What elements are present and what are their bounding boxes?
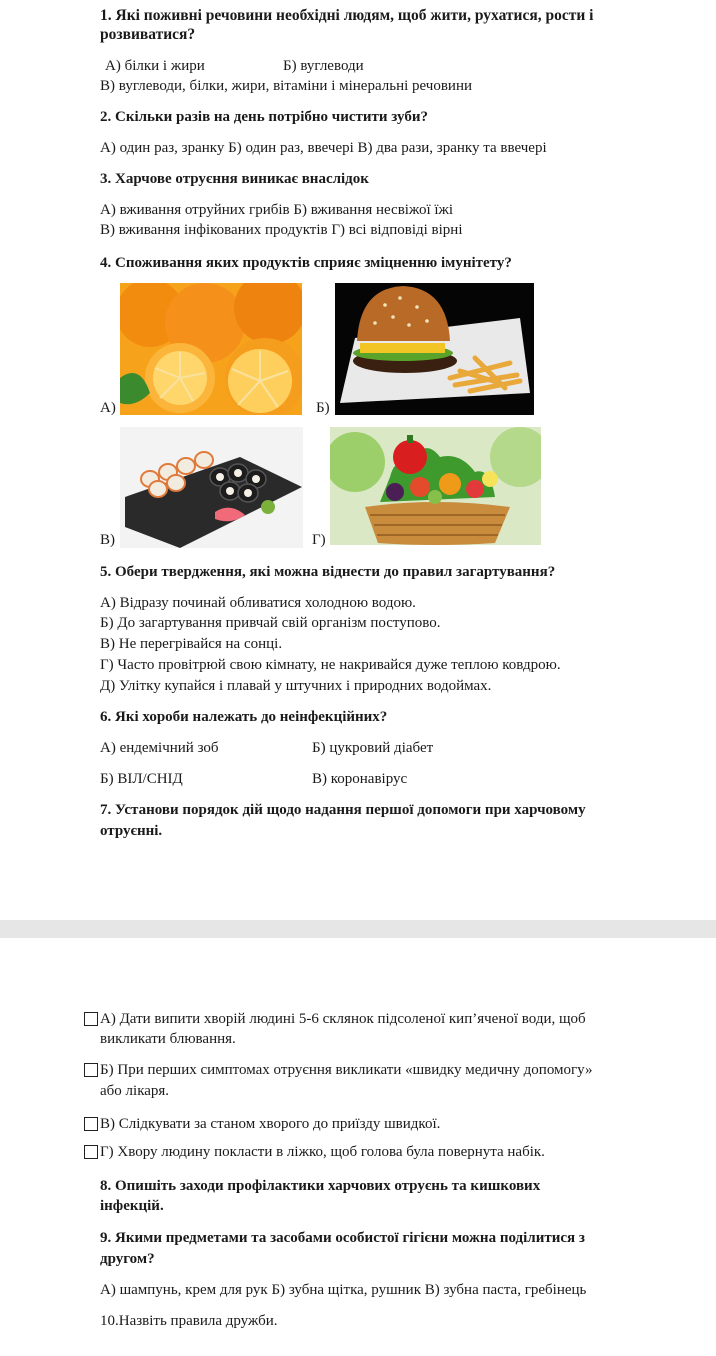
empty-checkbox-icon[interactable] [84, 1145, 98, 1159]
q7-step-line1: А) Дати випити хворій людині 5-6 склянок підсоленої кип’яченої води, щоб [100, 1011, 586, 1027]
vegetable-basket-photo-icon [330, 427, 541, 545]
page-separator [0, 920, 716, 938]
q9-title-line1: 9. Якими предметами та засобами особистої гігієни можна поділитися з [100, 1230, 585, 1246]
sushi-image [120, 427, 303, 548]
oranges-photo-icon [120, 283, 302, 415]
q1-option-c: В) вуглеводи, білки, жири, вітаміни і мінеральні речовини [100, 78, 473, 94]
q8-title-line2: інфекцій. [100, 1198, 164, 1214]
q2-title: 2. Скільки разів на день потрібно чистити зуби? [100, 109, 428, 125]
q1-title-line2: розвиватися? [100, 26, 196, 43]
q6-option-d: В) коронавірус [312, 771, 408, 787]
q1-title-line1: 1. Які поживні речовини необхідні людям, щоб жити, рухатися, рости і [100, 7, 594, 24]
empty-checkbox-icon[interactable] [84, 1117, 98, 1131]
oranges-image [120, 283, 302, 415]
q6-option-a: А) ендемічний зоб [100, 740, 219, 756]
vegetables-image [330, 427, 541, 545]
q3-title: 3. Харчове отруєння виникає внаслідок [100, 171, 369, 187]
burger-fries-photo-icon [335, 283, 534, 415]
empty-checkbox-icon[interactable] [84, 1012, 98, 1026]
q4-label-a: А) [100, 400, 116, 416]
q6-option-b: Б) цукровий діабет [312, 740, 434, 756]
q7-step-line2: викликати блювання. [100, 1031, 236, 1047]
q5-item: Г) Часто провітрюй свою кімнату, не накривайся дуже теплою ковдрою. [100, 657, 561, 673]
empty-checkbox-icon[interactable] [84, 1063, 98, 1077]
q5-title: 5. Обери твердження, які можна віднести до правил загартування? [100, 564, 556, 580]
q2-options: А) один раз, зранку Б) один раз, ввечері В) два рази, зранку та ввечері [100, 140, 547, 156]
q8-title-line1: 8. Опишіть заходи профілактики харчових отруєнь та кишкових [100, 1178, 541, 1194]
q1-option-b: Б) вуглеводи [283, 58, 364, 74]
q5-item: А) Відразу починай обливатися холодною водою. [100, 595, 416, 611]
q9-options: А) шампунь, крем для рук Б) зубна щітка, рушник В) зубна паста, гребінець [100, 1282, 587, 1298]
sushi-photo-icon [120, 427, 303, 548]
q4-label-d: Г) [312, 532, 326, 548]
q7-step-line1: В) Слідкувати за станом хворого до приїзду швидкої. [100, 1116, 441, 1132]
q5-item: Д) Улітку купайся і плавай у штучних і природних водоймах. [100, 678, 492, 694]
q9-title-line2: другом? [100, 1251, 155, 1267]
q4-title: 4. Споживання яких продуктів сприяє зміцненню імунітету? [100, 255, 512, 271]
q1-option-a: А) білки і жири [105, 58, 205, 74]
q3-options-line2: В) вживання інфікованих продуктів Г) всі відповіді вірні [100, 222, 463, 238]
q6-title: 6. Які хороби належать до неінфекційних? [100, 709, 388, 725]
q5-item: Б) До загартування привчай свій організм поступово. [100, 615, 441, 631]
q7-step-line1: Б) При перших симптомах отруєння викликати «швидку медичну допомогу» [100, 1062, 593, 1078]
q6-option-c: Б) ВІЛ/СНІД [100, 771, 183, 787]
q10-title: 10.Назвіть правила дружби. [100, 1313, 278, 1329]
q4-label-b: Б) [316, 400, 330, 416]
q7-title-line2: отруєнні. [100, 823, 163, 839]
q5-item: В) Не перегрівайся на сонці. [100, 636, 283, 652]
q7-title-line1: 7. Установи порядок дій щодо надання першої допомоги при харчовому [100, 802, 586, 818]
q3-options-line1: А) вживання отруйних грибів Б) вживання несвіжої їжі [100, 202, 454, 218]
q7-step-line2: або лікаря. [100, 1083, 170, 1099]
q4-label-c: В) [100, 532, 115, 548]
q7-step-line1: Г) Хвору людину покласти в ліжко, щоб голова була повернута набік. [100, 1144, 545, 1160]
burger-image [335, 283, 534, 415]
